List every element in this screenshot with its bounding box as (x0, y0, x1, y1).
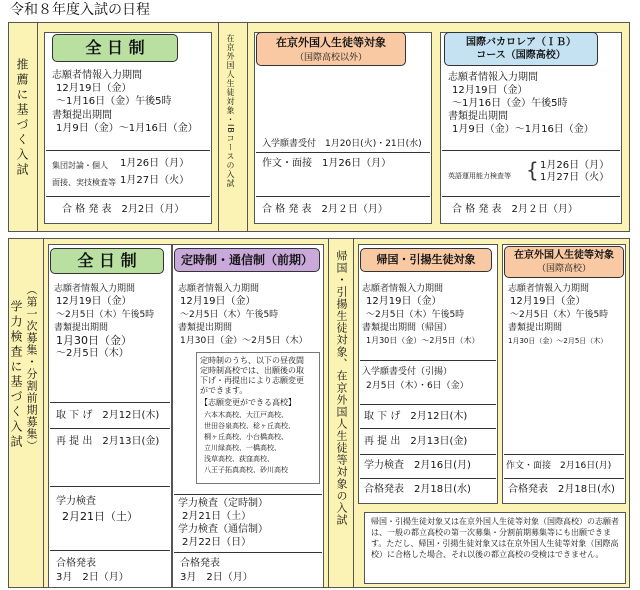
rec-ib-l2: 12月19日（金） (452, 85, 528, 96)
rec-fulltime-l6a: 集団討論・個人 (52, 161, 108, 170)
rec-foreign-l2: 作文・面接 1月26日（月） (262, 158, 392, 169)
exam-fulltime-l6: ～2月5日（木） (56, 348, 129, 359)
section-recommendation-label: 推薦に基づく入試 (15, 58, 29, 178)
exam-fulltime-l5: 1月30日（金） (56, 334, 132, 347)
exam-fulltime-result: 合格発表 (56, 558, 96, 569)
rec-ib-result: 合 格 発 表 2月２日（月） (452, 204, 578, 215)
rec-foreign-header-sub: （国際高校以外） (294, 53, 367, 63)
rec-fulltime-l7b: 1月27日（火） (120, 175, 190, 186)
section-exam-label2: （第一次募集・分割前期募集） (25, 284, 38, 452)
exam-parttime-gakuryoku2-date: 2月22日（日） (182, 537, 252, 548)
exam-returnee-header: 帰国・引揚生徒対象 (360, 248, 492, 272)
rec-ib-header (444, 32, 598, 66)
exam-parttime-note10: 浅草高校、荻窪高校、 (204, 455, 274, 463)
exam-fulltime-l1: 志願者情報入力期間 (54, 284, 136, 294)
exam-foreign-header-sub: （国際高校） (536, 264, 591, 274)
exam-parttime-note6: 六本木高校、大江戸高校、 (204, 411, 288, 419)
exam-fulltime-saiteishutsu: 再 提 出 2月13日(金) (56, 436, 160, 447)
exam-fulltime-header: 全 日 制 (50, 248, 164, 274)
rec-ib-l6a: 英語運用能力検査等 (448, 172, 511, 180)
exam-foreign-header-title: 在京外国人生徒等対象 (514, 250, 614, 261)
exam-fulltime-gakuryoku: 学力検査 (56, 496, 96, 507)
rec-fulltime-l6b: 1月26日（月） (120, 158, 190, 169)
exam-parttime-note7: 世田谷泉高校、稔ヶ丘高校、 (204, 422, 295, 430)
rec-foreign-header-title: 在京外国人生徒等対象 (276, 36, 386, 49)
exam-parttime-header: 定時制・通信制（前期） (174, 248, 320, 272)
exam-returnee-l3: ～2月5日（木）午後5時 (366, 310, 465, 320)
rec-ib-l3: ～1月16日（金）午後5時 (452, 98, 568, 109)
exam-fulltime-l3: ～2月5日（木）午後5時 (56, 310, 155, 320)
exam-returnee-l5: 1月30日（金）～2月5日（木） (366, 336, 480, 345)
page-title: 令和８年度入試の日程 (10, 2, 150, 18)
exam-parttime-l3: ～2月5日（木）午後5時 (180, 310, 279, 320)
rec-fulltime-l3: ～1月16日（金）午後5時 (56, 96, 172, 107)
exam-returnee-l2: 12月19日（金） (366, 296, 442, 307)
rec-fulltime-l7a: 面接、実技検査等 (52, 178, 116, 187)
exam-foreign-mensetsu: 作文・面接 2月16日(月) (506, 461, 612, 471)
rec-fulltime-l5: 1月9日（金）～1月16日（金） (56, 123, 198, 134)
exam-parttime-gakuryoku2: 学力検査（通信制） (178, 524, 268, 535)
exam-fulltime-torisage: 取 下 げ 2月12日(木) (56, 410, 160, 421)
exam-returnee-l4: 書類提出期間（帰国） (362, 323, 453, 333)
exam-fulltime-gakuryoku-date: 2月21日（土） (62, 510, 138, 523)
footnote: 帰国・引揚生徒対象又は在京外国人生徒等対象（国際高校）の志願者は、一般の都立高校の第一次募集・分割前期募集等にも出願できます。ただし、帰国・引揚生徒対象又は在京外国人生徒等対象（国際高校）に合格した場合、それ以後の都立高校の受検はできません。 (364, 512, 626, 584)
exam-foreign-l4: 書類提出期間 (508, 323, 563, 333)
exam-foreign-l1: 志願者情報入力期間 (508, 284, 590, 294)
exam-returnee-gakuryoku: 学力検査 2月16日(月) (364, 460, 471, 471)
exam-returnee-result: 合格発表 2月18日(水) (364, 484, 471, 495)
rec-fulltime-l1: 志願者情報入力期間 (52, 70, 142, 81)
rec-ib-l6c: 1月27日（火） (540, 172, 610, 183)
exam-returnee-l6: 入学願書受付（引揚） (362, 367, 453, 377)
exam-returnee-saiteishutsu: 再 提 出 2月13日(金) (364, 436, 468, 447)
exam-foreign-result: 合格発表 2月18日(水) (508, 484, 615, 495)
rec-fulltime-header: 全 日 制 (52, 34, 178, 62)
exam-parttime-l5: 1月30日（金）～2月5日（木） (180, 336, 308, 346)
brace-icon: { (526, 158, 539, 182)
exam-parttime-l4: 書類提出期間 (178, 323, 233, 333)
exam-parttime-note1: 定時制のうち、以下の昼夜間 (200, 356, 304, 365)
exam-foreign-l3: ～2月5日（木）午後5時 (510, 310, 609, 320)
exam-parttime-note4: ができます。 (200, 386, 248, 395)
kikoku-label: 帰国・引揚生徒対象、在京外国人生徒等対象の入試 (335, 250, 348, 526)
exam-returnee-l7: 2月5日（木）・6日（金） (366, 381, 469, 391)
exam-foreign-l5: 1月30日（金）～2月5日（木） (508, 337, 608, 345)
exam-parttime-note2: 定時制高校では、出願後の取 (200, 366, 304, 375)
rec-ib-l5: 1月9日（金）～1月16日（金） (452, 124, 594, 135)
rec-ib-l6b: 1月26日（月） (540, 160, 610, 171)
exam-returnee-torisage: 取 下 げ 2月12日(木) (364, 411, 468, 422)
rec-fulltime-l4: 書類提出期間 (52, 110, 112, 121)
rec-foreign-header (256, 32, 406, 66)
exam-parttime-result: 合格発表 (180, 558, 220, 569)
exam-parttime-note9: 立川緑高校、一橋高校、 (204, 444, 281, 452)
exam-parttime-result-date: 3月 2日（月） (180, 572, 253, 583)
rec-fulltime-l2: 12月19日（金） (56, 83, 132, 94)
exam-parttime-note11: 八王子拓真高校、砂川高校 (204, 466, 288, 474)
section-exam-label: 学力検査に基づく入試 (9, 300, 23, 450)
ib-label: 在京外国人生徒対象・IBコースの入試 (226, 34, 235, 188)
exam-parttime-gakuryoku1: 学力検査（定時制） (178, 498, 268, 509)
rec-ib-header-title: 国際バカロレア（ＩＢ） (466, 37, 576, 48)
rec-ib-header-title2: コース（国際高校） (476, 50, 566, 61)
exam-parttime-note3: 下げ・再提出により志願変更 (200, 376, 304, 385)
exam-parttime-note5: 【志願変更ができる高校】 (200, 398, 296, 407)
exam-parttime-gakuryoku1-date: 2月21日（土） (182, 511, 252, 522)
exam-returnee-l1: 志願者情報入力期間 (362, 284, 444, 294)
exam-parttime-l2: 12月19日（金） (180, 296, 256, 307)
rec-fulltime-result: 合 格 発 表 2月2日（月） (62, 204, 185, 215)
exam-parttime-note8: 桐ヶ丘高校、小台橋高校、 (204, 433, 288, 441)
exam-parttime-l1: 志願者情報入力期間 (178, 284, 260, 294)
rec-ib-l1: 志願者情報入力期間 (448, 72, 538, 83)
exam-foreign-l2: 12月19日（金） (510, 296, 586, 307)
rec-foreign-result: 合 格 発 表 2月２日（月） (262, 204, 388, 215)
exam-foreign-header (504, 246, 624, 278)
rec-foreign-l1: 入学願書受付 1月20日(火)・21日(水) (262, 139, 422, 149)
exam-fulltime-l4: 書類提出期間 (54, 323, 109, 333)
rec-ib-l4: 書類提出期間 (448, 111, 508, 122)
exam-fulltime-l2: 12月19日（金） (56, 296, 132, 307)
exam-fulltime-result-date: 3月 2日（月） (56, 572, 129, 583)
